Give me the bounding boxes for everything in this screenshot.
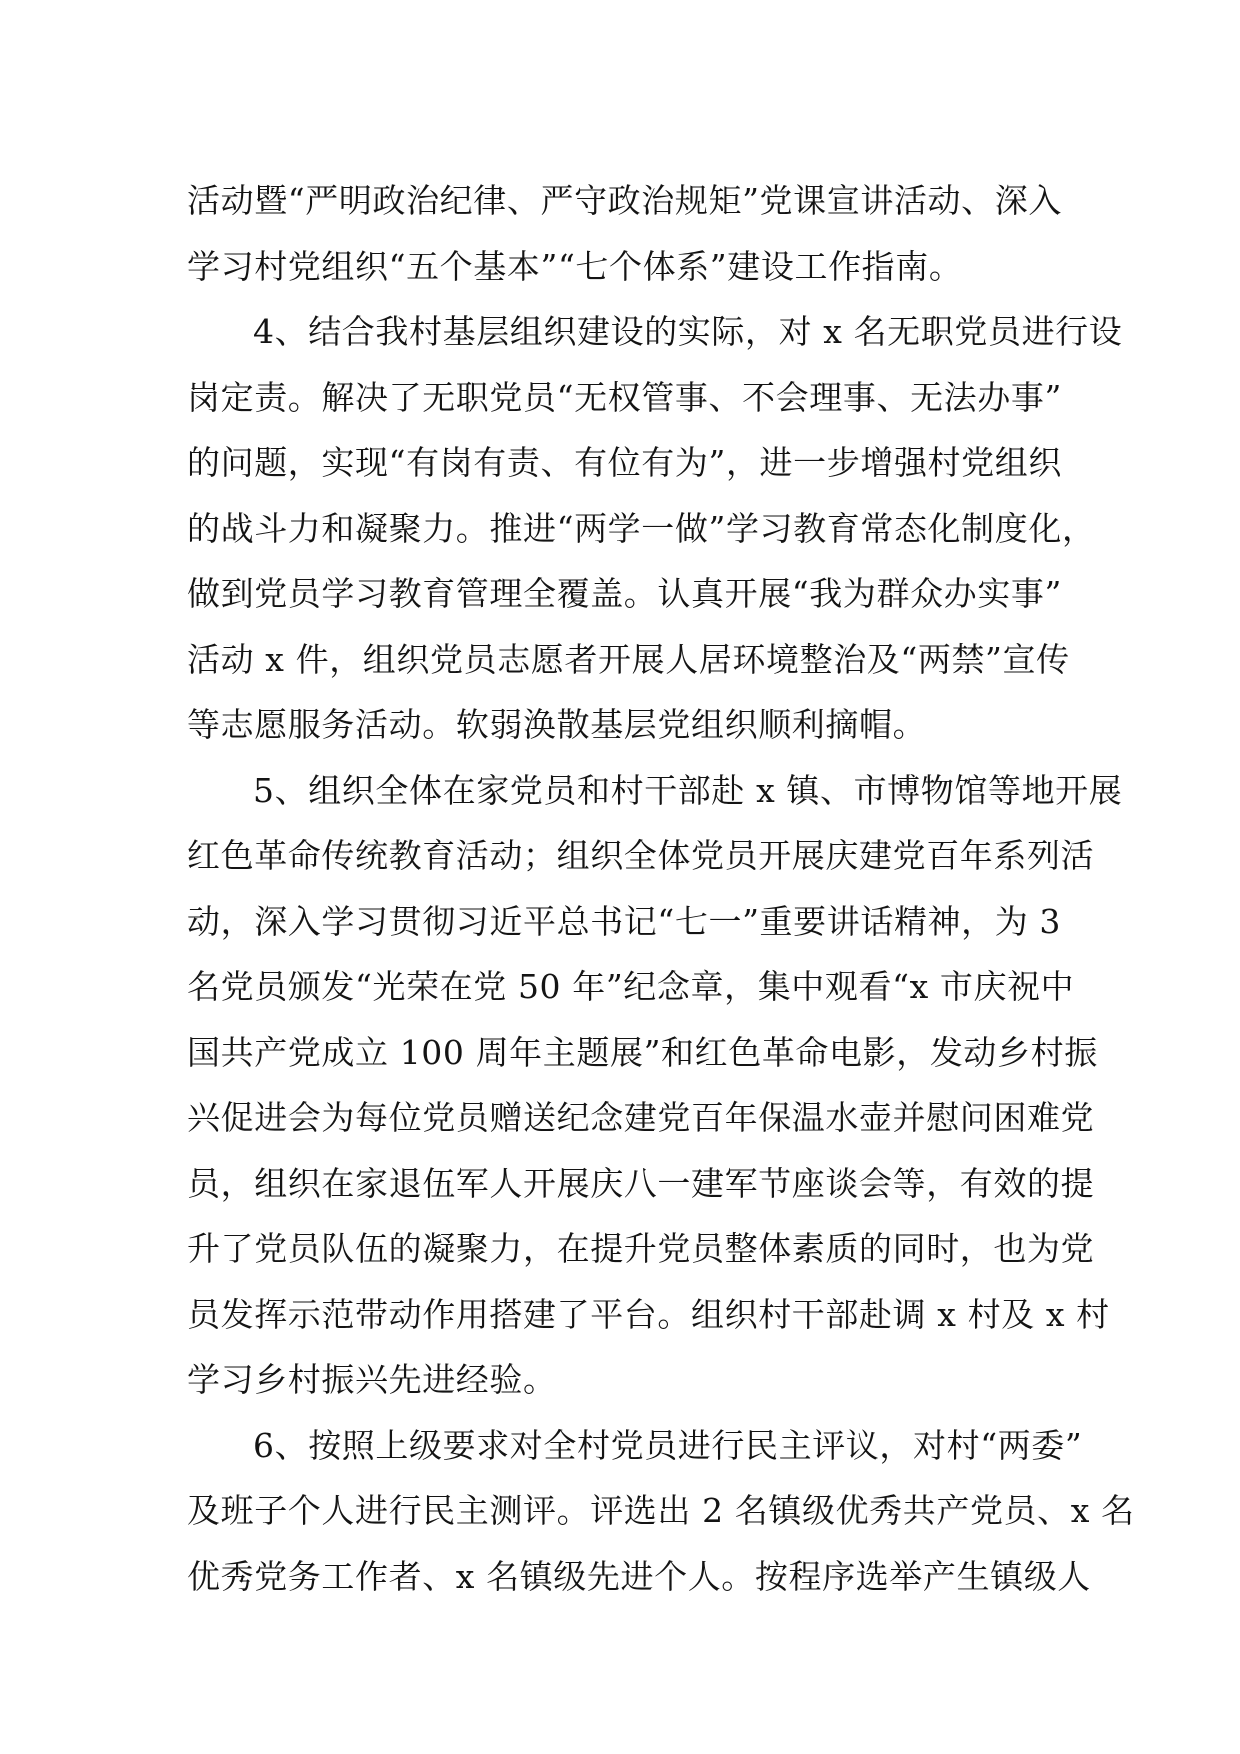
text-line: 学习乡村振兴先进经验。: [187, 1360, 557, 1399]
paragraph-4-start: 4、结合我村基层组织建设的实际，对 x 名无职党员进行设: [253, 312, 1123, 351]
text-line: 学习村党组织“五个基本”“七个体系”建设工作指南。: [187, 246, 963, 286]
paragraph-5-start: 5、组织全体在家党员和村干部赴 x 镇、市博物馆等地开展: [253, 770, 1123, 810]
text-line: 做到党员学习教育管理全覆盖。认真开展“我为群众办实事”: [187, 574, 1062, 613]
text-line: 红色革命传统教育活动；组织全体党员开展庆建党百年系列活: [187, 836, 1095, 875]
paragraph-6-start: 6、按照上级要求对全村党员进行民主评议，对村“两委”: [253, 1425, 1083, 1465]
text-line: 兴促进会为每位党员赠送纪念建党百年保温水壶并慰问困难党: [187, 1098, 1095, 1137]
text-line: 国共产党成立 100 周年主题展”和红色革命电影，发动乡村振: [187, 1032, 1098, 1072]
text-line: 及班子个人进行民主测评。评选出 2 名镇级优秀共产党员、x 名: [187, 1491, 1135, 1530]
document-body: [187, 168, 1135, 1609]
text-line: 名党员颁发“光荣在党 50 年”纪念章，集中观看“x 市庆祝中: [187, 967, 1075, 1006]
text-line: 的问题，实现“有岗有责、有位有为”，进一步增强村党组织: [187, 443, 1062, 482]
text-line: 活动暨“严明政治纪律、严守政治规矩”党课宣讲活动、深入: [187, 181, 1062, 220]
text-line: 的战斗力和凝聚力。推进“两学一做”学习教育常态化制度化，: [187, 508, 1096, 548]
text-line: 等志愿服务活动。软弱涣散基层党组织顺利摘帽。: [187, 705, 927, 744]
text-line: 岗定责。解决了无职党员“无权管事、不会理事、无法办事”: [187, 377, 1062, 417]
text-line: 员，组织在家退伍军人开展庆八一建军节座谈会等，有效的提: [187, 1163, 1095, 1203]
text-line: 升了党员队伍的凝聚力，在提升党员整体素质的同时，也为党: [187, 1229, 1095, 1268]
text-line: 优秀党务工作者、x 名镇级先进个人。按程序选举产生镇级人: [187, 1556, 1091, 1596]
text-line: 员发挥示范带动作用搭建了平台。组织村干部赴调 x 村及 x 村: [187, 1294, 1110, 1334]
text-line: 活动 x 件，组织党员志愿者开展人居环境整治及“两禁”宣传: [187, 639, 1070, 679]
text-line: 动，深入学习贯彻习近平总书记“七一”重要讲话精神，为 3: [187, 901, 1062, 941]
